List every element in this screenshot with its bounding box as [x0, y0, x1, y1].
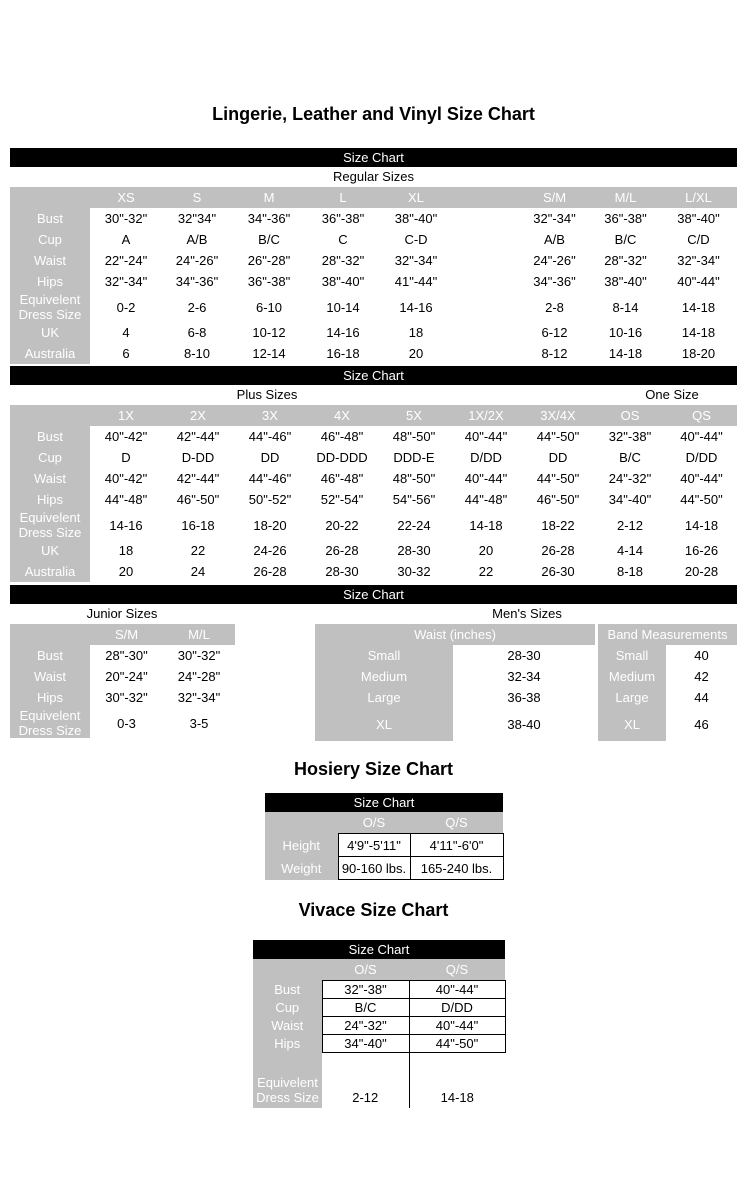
hosiery-title: Hosiery Size Chart [293, 759, 454, 779]
cell: 40"-44" [450, 426, 522, 447]
gap-cell [452, 229, 518, 250]
table-row [10, 208, 737, 229]
cell: 40"-42" [90, 468, 162, 489]
bar-label: Size Chart [343, 587, 404, 602]
cell: 26-28 [234, 561, 306, 582]
cell: D-DD [162, 447, 234, 468]
cell: 32"-34" [90, 271, 162, 292]
cell: 30"-32" [90, 208, 162, 229]
cell: 36"-38" [591, 208, 660, 229]
band-size-label: XL [598, 708, 666, 741]
cell: A/B [162, 229, 232, 250]
plus-sizes-table [10, 405, 737, 582]
cell: 14-16 [90, 510, 162, 540]
cell: 4'9"-5'11" [338, 834, 410, 857]
cell: 8-18 [594, 561, 666, 582]
cell: 22 [162, 540, 234, 561]
cell: 18 [90, 540, 162, 561]
row-label: Australia [10, 561, 90, 582]
table-row [10, 292, 737, 322]
cell: A/B [518, 229, 591, 250]
cell: 46"-50" [522, 489, 594, 510]
cell: 40"-44" [450, 468, 522, 489]
cell: 24"-26" [518, 250, 591, 271]
column-header: 3X [234, 405, 306, 426]
cell: 2-6 [162, 292, 232, 322]
cell: 34"-40" [594, 489, 666, 510]
regular-sizes-table [10, 187, 737, 364]
cell: 24"-32" [594, 468, 666, 489]
row-label: Bust [10, 426, 90, 447]
page-title: Lingerie, Leather and Vinyl Size Chart [212, 104, 535, 124]
bar-label: Size Chart [343, 368, 404, 383]
cell: 12-14 [232, 343, 306, 364]
cell: 48"-50" [378, 426, 450, 447]
row-label: Cup [253, 999, 322, 1017]
cell: 34"-36" [518, 271, 591, 292]
table-row [10, 229, 737, 250]
size-label: Large [315, 687, 453, 708]
band-cell: 44 [666, 687, 737, 708]
band-size-label: Small [598, 645, 666, 666]
cell: 20-22 [306, 510, 378, 540]
waist-header: Waist (inches) [315, 624, 595, 645]
mens-sizes-table [315, 624, 737, 741]
cell: A [90, 229, 162, 250]
row-label: Height [265, 834, 338, 857]
cell: 20-28 [666, 561, 737, 582]
cell: 52"-54" [306, 489, 378, 510]
cell: 2-12 [594, 510, 666, 540]
cell: C/D [660, 229, 737, 250]
row-label: UK [10, 540, 90, 561]
cell: 28-30 [306, 561, 378, 582]
row-label: Bust [253, 981, 322, 999]
table-row [10, 447, 737, 468]
column-header: 1X [90, 405, 162, 426]
one-size-label: One Size [645, 387, 699, 402]
row-label: Hips [10, 271, 90, 292]
table-row [10, 426, 737, 447]
table-row [253, 1053, 505, 1109]
cell: 38"-40" [591, 271, 660, 292]
cell: 14-18 [660, 292, 737, 322]
cell: 32"-38" [594, 426, 666, 447]
corner-cell [10, 405, 90, 426]
cell: 8-10 [162, 343, 232, 364]
cell: 4-14 [594, 540, 666, 561]
vivace-block [253, 940, 505, 1108]
gap-header-cell [452, 187, 518, 208]
cell: D [90, 447, 162, 468]
size-chart-bar-regular [10, 148, 737, 167]
cell: C [306, 229, 380, 250]
corner-cell [10, 187, 90, 208]
size-label: Small [315, 645, 453, 666]
column-header: 5X [378, 405, 450, 426]
junior-mens-section-labels [10, 604, 737, 624]
waist-cell: 32-34 [453, 666, 595, 687]
bar-label: Size Chart [353, 795, 415, 810]
column-header: 1X/2X [450, 405, 522, 426]
cell: 40"-44" [409, 981, 505, 999]
column-header: O/S [322, 959, 409, 981]
row-label: Weight [265, 857, 338, 880]
table-row [253, 1035, 505, 1053]
cell: 46"-50" [162, 489, 234, 510]
table-row [253, 981, 505, 999]
cell: 44"-46" [234, 468, 306, 489]
column-header: L [306, 187, 380, 208]
table-row [10, 687, 235, 708]
cell: 44"-46" [234, 426, 306, 447]
cell: 38"-40" [306, 271, 380, 292]
cell: DD [234, 447, 306, 468]
column-header: Q/S [410, 812, 503, 834]
cell: 22 [450, 561, 522, 582]
vivace-title: Vivace Size Chart [298, 900, 449, 920]
cell: 20 [450, 540, 522, 561]
cell: 46"-48" [306, 468, 378, 489]
row-label: Cup [10, 229, 90, 250]
band-cell: 46 [666, 708, 737, 741]
row-label: Waist [10, 666, 90, 687]
column-header: Q/S [409, 959, 505, 981]
cell: 6-8 [162, 322, 232, 343]
column-header: 2X [162, 405, 234, 426]
cell: 42"-44" [162, 426, 234, 447]
size-chart-bar-plus [10, 366, 737, 385]
column-header: S/M [518, 187, 591, 208]
cell: B/C [232, 229, 306, 250]
hosiery-table [265, 812, 504, 880]
cell: 16-26 [666, 540, 737, 561]
cell: 48"-50" [378, 468, 450, 489]
size-label: XL [315, 708, 453, 741]
row-label: Equivelent Dress Size [10, 292, 90, 322]
row-label: UK [10, 322, 90, 343]
cell: 6 [90, 343, 162, 364]
cell: 28-30 [378, 540, 450, 561]
bar-label: Size Chart [348, 942, 410, 957]
cell: 41"-44" [380, 271, 452, 292]
cell: 0-2 [90, 292, 162, 322]
band-header: Band Measurements [598, 624, 737, 645]
size-chart-bar-vivace [253, 940, 505, 959]
bar-label: Size Chart [343, 150, 404, 165]
header-row [10, 187, 737, 208]
header-row [10, 624, 235, 645]
cell: 34"-36" [232, 208, 306, 229]
row-label: Bust [10, 645, 90, 666]
column-header: 3X/4X [522, 405, 594, 426]
plus-sizes-label: Plus Sizes [236, 387, 298, 402]
row-label: Bust [10, 208, 90, 229]
cell: 36"-38" [232, 271, 306, 292]
cell: D/DD [666, 447, 737, 468]
column-header: OS [594, 405, 666, 426]
column-header: O/S [338, 812, 410, 834]
cell: 32"-34" [660, 250, 737, 271]
table-row [10, 666, 235, 687]
table-row [10, 708, 235, 738]
cell: 28"-32" [591, 250, 660, 271]
header-row [315, 624, 737, 645]
junior-sizes-label: Junior Sizes [86, 606, 158, 621]
cell: 18-22 [522, 510, 594, 540]
column-header: 4X [306, 405, 378, 426]
row-label: Hips [253, 1035, 322, 1053]
column-header: L/XL [660, 187, 737, 208]
waist-cell: 36-38 [453, 687, 595, 708]
cell: 40"-44" [666, 468, 737, 489]
cell: 165-240 lbs. [410, 857, 503, 880]
cell: 50"-52" [234, 489, 306, 510]
cell: 30-32 [378, 561, 450, 582]
cell: DD-DDD [306, 447, 378, 468]
table-row [10, 645, 235, 666]
cell: 38"-40" [380, 208, 452, 229]
row-label: Waist [253, 1017, 322, 1035]
cell: 20 [380, 343, 452, 364]
column-header: M/L [591, 187, 660, 208]
cell: 14-18 [409, 1053, 505, 1109]
cell: 3-5 [163, 708, 235, 738]
cell: 26"-28" [232, 250, 306, 271]
cell: 4 [90, 322, 162, 343]
waist-cell: 38-40 [453, 708, 595, 741]
cell: 24"-26" [162, 250, 232, 271]
cell: 20 [90, 561, 162, 582]
cell: 32"34" [162, 208, 232, 229]
cell: 46"-48" [306, 426, 378, 447]
table-row [10, 250, 737, 271]
cell: 32"-38" [322, 981, 409, 999]
cell: 38"-40" [660, 208, 737, 229]
cell: 44"-48" [450, 489, 522, 510]
plus-section-labels [10, 385, 737, 405]
corner-cell [10, 624, 90, 645]
cell: 28"-30" [90, 645, 163, 666]
gap-cell [452, 343, 518, 364]
size-chart-bar-hosiery [265, 793, 503, 812]
cell: 44"-48" [90, 489, 162, 510]
gap-cell [452, 271, 518, 292]
row-label: Waist [10, 250, 90, 271]
table-row [10, 489, 737, 510]
cell: 14-16 [380, 292, 452, 322]
cell: 14-18 [450, 510, 522, 540]
header-row [253, 959, 505, 981]
cell: 90-160 lbs. [338, 857, 410, 880]
cell: 6-10 [232, 292, 306, 322]
table-row [10, 343, 737, 364]
cell: 2-8 [518, 292, 591, 322]
cell: 26-28 [522, 540, 594, 561]
cell: 16-18 [306, 343, 380, 364]
cell: 8-14 [591, 292, 660, 322]
cell: 22-24 [378, 510, 450, 540]
junior-mens-tables [10, 624, 737, 741]
cell: DD [522, 447, 594, 468]
table-row [10, 540, 737, 561]
cell: 28"-32" [306, 250, 380, 271]
cell: 26-28 [306, 540, 378, 561]
gap-cell [452, 250, 518, 271]
cell: 20"-24" [90, 666, 163, 687]
table-row [315, 708, 737, 741]
cell: 44"-50" [409, 1035, 505, 1053]
cell: 26-30 [522, 561, 594, 582]
header-row [265, 812, 503, 834]
cell: 10-14 [306, 292, 380, 322]
table-row [10, 468, 737, 489]
band-size-label: Large [598, 687, 666, 708]
cell: 34"-40" [322, 1035, 409, 1053]
cell: 22"-24" [90, 250, 162, 271]
table-row [253, 999, 505, 1017]
waist-cell: 28-30 [453, 645, 595, 666]
cell: 2-12 [322, 1053, 409, 1109]
row-label: Equivelent Dress Size [253, 1053, 322, 1109]
cell: 32"-34" [163, 687, 235, 708]
row-label: Australia [10, 343, 90, 364]
row-label: Equivelent Dress Size [10, 510, 90, 540]
gap-cell [452, 208, 518, 229]
cell: 32"-34" [380, 250, 452, 271]
cell: 40"-42" [90, 426, 162, 447]
gap-cell [452, 322, 518, 343]
cell: 14-16 [306, 322, 380, 343]
cell: D/DD [450, 447, 522, 468]
cell: 4'11"-6'0" [410, 834, 503, 857]
table-row [315, 645, 737, 666]
cell: 10-16 [591, 322, 660, 343]
band-cell: 42 [666, 666, 737, 687]
column-header: S/M [90, 624, 163, 645]
cell: 14-18 [591, 343, 660, 364]
cell: 40"-44" [409, 1017, 505, 1035]
cell: 24-26 [234, 540, 306, 561]
size-label: Medium [315, 666, 453, 687]
cell: 14-18 [660, 322, 737, 343]
column-header: M [232, 187, 306, 208]
cell: 24 [162, 561, 234, 582]
column-header: QS [666, 405, 737, 426]
table-row [10, 561, 737, 582]
cell: 16-18 [162, 510, 234, 540]
hosiery-block [265, 793, 503, 880]
cell: 30"-32" [163, 645, 235, 666]
cell: 30"-32" [90, 687, 163, 708]
cell: B/C [322, 999, 409, 1017]
corner-cell [253, 959, 322, 981]
table-row [10, 271, 737, 292]
corner-cell [265, 812, 338, 834]
cell: 42"-44" [162, 468, 234, 489]
table-row [10, 510, 737, 540]
cell: 14-18 [666, 510, 737, 540]
table-row [265, 857, 503, 880]
band-size-label: Medium [598, 666, 666, 687]
mens-sizes-label: Men's Sizes [492, 606, 562, 621]
column-header: S [162, 187, 232, 208]
table-row [265, 834, 503, 857]
cell: B/C [594, 447, 666, 468]
cell: 8-12 [518, 343, 591, 364]
cell: 24"-32" [322, 1017, 409, 1035]
table-row [315, 687, 737, 708]
band-cell: 40 [666, 645, 737, 666]
table-row [253, 1017, 505, 1035]
row-label: Waist [10, 468, 90, 489]
junior-sizes-table [10, 624, 235, 738]
row-label: Hips [10, 489, 90, 510]
gap-cell [452, 292, 518, 322]
vivace-table [253, 959, 506, 1108]
cell: 18-20 [660, 343, 737, 364]
table-row [10, 322, 737, 343]
size-chart-bar-junior-mens [10, 585, 737, 604]
cell: 40"-44" [660, 271, 737, 292]
cell: 10-12 [232, 322, 306, 343]
column-header: XS [90, 187, 162, 208]
cell: 34"-36" [162, 271, 232, 292]
cell: DDD-E [378, 447, 450, 468]
cell: 40"-44" [666, 426, 737, 447]
cell: 44"-50" [666, 489, 737, 510]
cell: 44"-50" [522, 468, 594, 489]
cell: 0-3 [90, 708, 163, 738]
row-label: Cup [10, 447, 90, 468]
row-label: Hips [10, 687, 90, 708]
cell: 32"-34" [518, 208, 591, 229]
cell: 18-20 [234, 510, 306, 540]
cell: 24"-28" [163, 666, 235, 687]
cell: B/C [591, 229, 660, 250]
column-header: XL [380, 187, 452, 208]
cell: 44"-50" [522, 426, 594, 447]
cell: 18 [380, 322, 452, 343]
column-header: M/L [163, 624, 235, 645]
cell: C-D [380, 229, 452, 250]
cell: 54"-56" [378, 489, 450, 510]
cell: 36"-38" [306, 208, 380, 229]
regular-sizes-label: Regular Sizes [333, 169, 414, 184]
cell: 6-12 [518, 322, 591, 343]
row-label: Equivelent Dress Size [10, 708, 90, 738]
header-row [10, 405, 737, 426]
table-row [315, 666, 737, 687]
cell: D/DD [409, 999, 505, 1017]
